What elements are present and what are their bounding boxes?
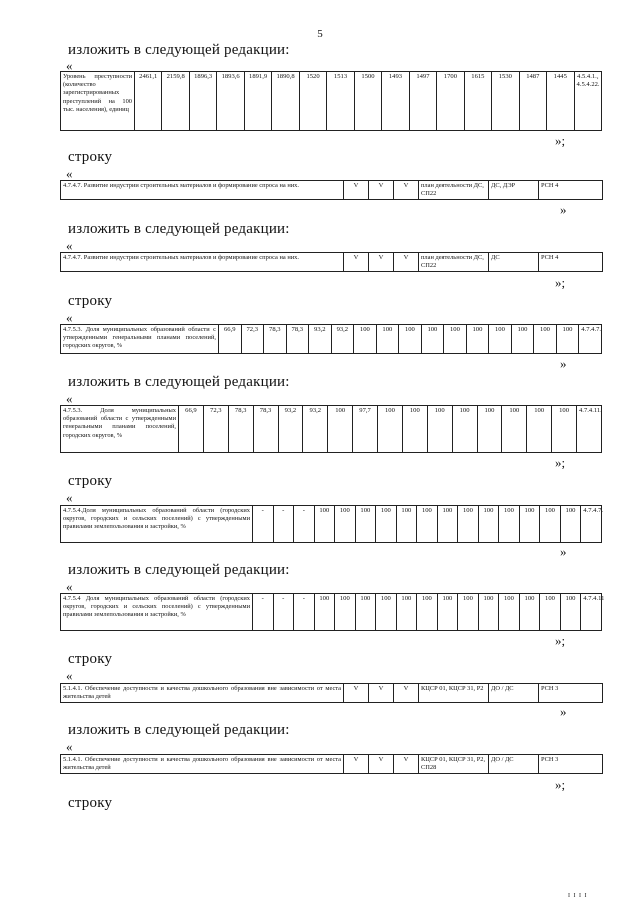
mark-cell: V — [369, 253, 394, 272]
value-cell: 100 — [355, 594, 376, 631]
value-cell: 100 — [477, 406, 502, 453]
value-cell: 100 — [376, 594, 397, 631]
open-quote: « — [66, 579, 73, 594]
value-cell: 93,2 — [331, 325, 354, 354]
value-cell: 100 — [314, 506, 335, 543]
mark-cell: V — [394, 181, 419, 200]
reference-cell: 4.5.4.1., 4.5.4.22. — [574, 72, 602, 131]
value-cell: 100 — [527, 406, 552, 453]
value-cell: 93,2 — [309, 325, 332, 354]
source-document-cell: КЦСР 01, КЦСР 31, Р2, СП28 — [419, 755, 489, 774]
value-cell: 78,3 — [286, 325, 309, 354]
value-cell: 100 — [417, 506, 438, 543]
mark-cell: V — [394, 684, 419, 703]
open-quote: « — [66, 668, 73, 683]
table-row — [61, 181, 603, 200]
executor-cell: ДО / ДС — [489, 755, 539, 774]
value-cell: 1893,6 — [217, 72, 244, 131]
reference-cell: 4.7.4.7. — [579, 325, 602, 354]
table-row — [61, 594, 602, 631]
value-cell: 72,3 — [203, 406, 228, 453]
value-cell: 66,9 — [219, 325, 242, 354]
heading-izlozhit: изложить в следующей редакции: — [68, 374, 290, 390]
executor-cell: ДО / ДС — [489, 684, 539, 703]
value-cell: 1445 — [547, 72, 574, 131]
value-cell: 100 — [519, 594, 540, 631]
table-action-row — [60, 683, 603, 703]
value-cell: 100 — [355, 506, 376, 543]
value-cell: 100 — [437, 594, 458, 631]
action-label: 4.7.4.7. Развитие индустрии строительных материалов и формирование спроса на них. — [61, 253, 344, 272]
close-quote: »; — [555, 777, 566, 792]
open-quote: « — [66, 739, 73, 754]
table-row — [61, 506, 602, 543]
value-cell: 100 — [421, 325, 444, 354]
value-cell: 1513 — [327, 72, 354, 131]
value-cell: 100 — [540, 506, 561, 543]
rsn-cell: РСН 4 — [539, 181, 603, 200]
table-action-row — [60, 754, 603, 774]
indicator-label: 4.7.5.4.Доля муниципальных образований области (городских округов, городских и сельских поселений) с утвержденными правилами землепользования и застройки, % — [61, 506, 253, 543]
value-cell: 100 — [511, 325, 534, 354]
footer-marks: I I I I — [568, 893, 588, 899]
open-quote: « — [66, 310, 73, 325]
value-cell: 100 — [458, 594, 479, 631]
table-genplans — [60, 324, 602, 354]
value-cell: 1896,3 — [189, 72, 216, 131]
value-cell: 100 — [427, 406, 452, 453]
value-cell: 100 — [519, 506, 540, 543]
mark-cell: V — [394, 755, 419, 774]
table-zoning-rules — [60, 505, 602, 543]
value-cell: 1890,8 — [272, 72, 299, 131]
value-cell: 100 — [402, 406, 427, 453]
value-cell: 1615 — [464, 72, 491, 131]
heading-stroku: строку — [68, 795, 113, 811]
mark-cell: V — [344, 181, 369, 200]
action-label: 5.1.4.1. Обеспечение доступности и качества дошкольного образования вне зависимости от места жительства детей — [61, 684, 344, 703]
value-cell: 100 — [534, 325, 557, 354]
value-cell: 93,2 — [303, 406, 328, 453]
value-cell: 100 — [540, 594, 561, 631]
heading-stroku: строку — [68, 293, 113, 309]
heading-izlozhit: изложить в следующей редакции: — [68, 221, 290, 237]
value-cell: 1891,9 — [244, 72, 271, 131]
rsn-cell: РСН 4 — [539, 253, 603, 272]
value-cell: 100 — [560, 506, 581, 543]
table-row — [61, 684, 603, 703]
value-cell: 100 — [502, 406, 527, 453]
value-cell: 1530 — [492, 72, 519, 131]
value-cell: 100 — [499, 594, 520, 631]
value-cell: 78,3 — [264, 325, 287, 354]
open-quote: « — [66, 58, 73, 73]
value-cell: 78,3 — [228, 406, 253, 453]
value-cell: 100 — [396, 506, 417, 543]
value-cell: 1520 — [299, 72, 326, 131]
value-cell: 100 — [458, 506, 479, 543]
value-cell: 100 — [437, 506, 458, 543]
close-quote: » — [560, 544, 567, 559]
table-row — [61, 325, 602, 354]
heading-stroku: строку — [68, 651, 113, 667]
value-cell: 100 — [552, 406, 577, 453]
open-quote: « — [66, 166, 73, 181]
mark-cell: V — [369, 684, 394, 703]
value-cell: 100 — [376, 506, 397, 543]
value-cell: 66,9 — [179, 406, 204, 453]
table-row — [61, 406, 602, 453]
value-cell: 72,3 — [241, 325, 264, 354]
close-quote: »; — [555, 133, 566, 148]
value-cell: 100 — [396, 594, 417, 631]
value-cell: 1500 — [354, 72, 381, 131]
executor-cell: ДС, ДЭР — [489, 181, 539, 200]
value-cell: 100 — [335, 594, 356, 631]
value-cell: - — [253, 506, 274, 543]
value-cell: 100 — [335, 506, 356, 543]
reference-cell: 4.7.4.11 — [581, 594, 602, 631]
executor-cell: ДС — [489, 253, 539, 272]
table-genplans — [60, 405, 602, 453]
table-row — [61, 72, 602, 131]
action-label: 5.1.4.1. Обеспечение доступности и качества дошкольного образования вне зависимости от места жительства детей — [61, 755, 344, 774]
value-cell: 100 — [478, 506, 499, 543]
value-cell: 100 — [560, 594, 581, 631]
close-quote: » — [560, 202, 567, 217]
value-cell: 100 — [444, 325, 467, 354]
value-cell: - — [273, 594, 294, 631]
open-quote: « — [66, 238, 73, 253]
value-cell: - — [294, 594, 315, 631]
action-label: 4.7.4.7. Развитие индустрии строительных материалов и формирование спроса на них. — [61, 181, 344, 200]
heading-izlozhit: изложить в следующей редакции: — [68, 562, 290, 578]
value-cell: 100 — [452, 406, 477, 453]
indicator-label: 4.7.5.3. Доля муниципальных образований области с утвержденными генеральными планами поселений, городских округов, % — [61, 406, 179, 453]
heading-izlozhit: изложить в следующей редакции: — [68, 722, 290, 738]
page-number: 5 — [317, 28, 323, 40]
reference-cell: 4.7.4.7. — [581, 506, 602, 543]
mark-cell: V — [394, 253, 419, 272]
source-document-cell: план деятельности ДС, СП22 — [419, 253, 489, 272]
close-quote: »; — [555, 633, 566, 648]
table-row — [61, 253, 603, 272]
value-cell: 100 — [328, 406, 353, 453]
close-quote: » — [560, 356, 567, 371]
close-quote: »; — [555, 455, 566, 470]
value-cell: 100 — [314, 594, 335, 631]
value-cell: 100 — [399, 325, 422, 354]
value-cell: 1493 — [382, 72, 409, 131]
value-cell: - — [294, 506, 315, 543]
value-cell: 100 — [354, 325, 377, 354]
indicator-label: 4.7.5.4 Доля муниципальных образований области (городских округов, городских и сельских поселений) с утвержденными правилами землепользования и застройки, % — [61, 594, 253, 631]
indicator-label: Уровень преступности (количество зарегистрированных преступлений на 100 тыс. населения), единиц — [61, 72, 135, 131]
mark-cell: V — [344, 684, 369, 703]
value-cell: 2461,1 — [135, 72, 162, 131]
value-cell: 1700 — [437, 72, 464, 131]
value-cell: 1497 — [409, 72, 436, 131]
table-crime-level — [60, 71, 602, 131]
value-cell: 2159,8 — [162, 72, 189, 131]
value-cell: 100 — [466, 325, 489, 354]
value-cell: 100 — [478, 594, 499, 631]
value-cell: 100 — [556, 325, 579, 354]
value-cell: 93,2 — [278, 406, 303, 453]
indicator-label: 4.7.5.3. Доля муниципальных образований области с утвержденными генеральными планами поселений, городских округов, % — [61, 325, 219, 354]
value-cell: 1487 — [519, 72, 546, 131]
table-action-row — [60, 180, 603, 200]
table-zoning-rules — [60, 593, 605, 631]
rsn-cell: РСН 3 — [539, 684, 603, 703]
value-cell: 100 — [376, 325, 399, 354]
value-cell: 100 — [417, 594, 438, 631]
value-cell: - — [253, 594, 274, 631]
source-document-cell: план деятельности ДС, СП22 — [419, 181, 489, 200]
reference-cell: 4.7.4.11. — [577, 406, 602, 453]
value-cell: 100 — [378, 406, 403, 453]
mark-cell: V — [369, 181, 394, 200]
value-cell: 97,7 — [353, 406, 378, 453]
value-cell: 100 — [489, 325, 512, 354]
open-quote: « — [66, 391, 73, 406]
mark-cell: V — [369, 755, 394, 774]
value-cell: 78,3 — [253, 406, 278, 453]
close-quote: »; — [555, 275, 566, 290]
value-cell: 100 — [499, 506, 520, 543]
heading-stroku: строку — [68, 473, 113, 489]
mark-cell: V — [344, 755, 369, 774]
value-cell: - — [273, 506, 294, 543]
table-action-row — [60, 252, 603, 272]
close-quote: » — [560, 704, 567, 719]
heading-izlozhit: изложить в следующей редакции: — [68, 42, 290, 58]
source-document-cell: КЦСР 01, КЦСР 31, Р2 — [419, 684, 489, 703]
mark-cell: V — [344, 253, 369, 272]
heading-stroku: строку — [68, 149, 113, 165]
table-row — [61, 755, 603, 774]
open-quote: « — [66, 490, 73, 505]
rsn-cell: РСН 3 — [539, 755, 603, 774]
